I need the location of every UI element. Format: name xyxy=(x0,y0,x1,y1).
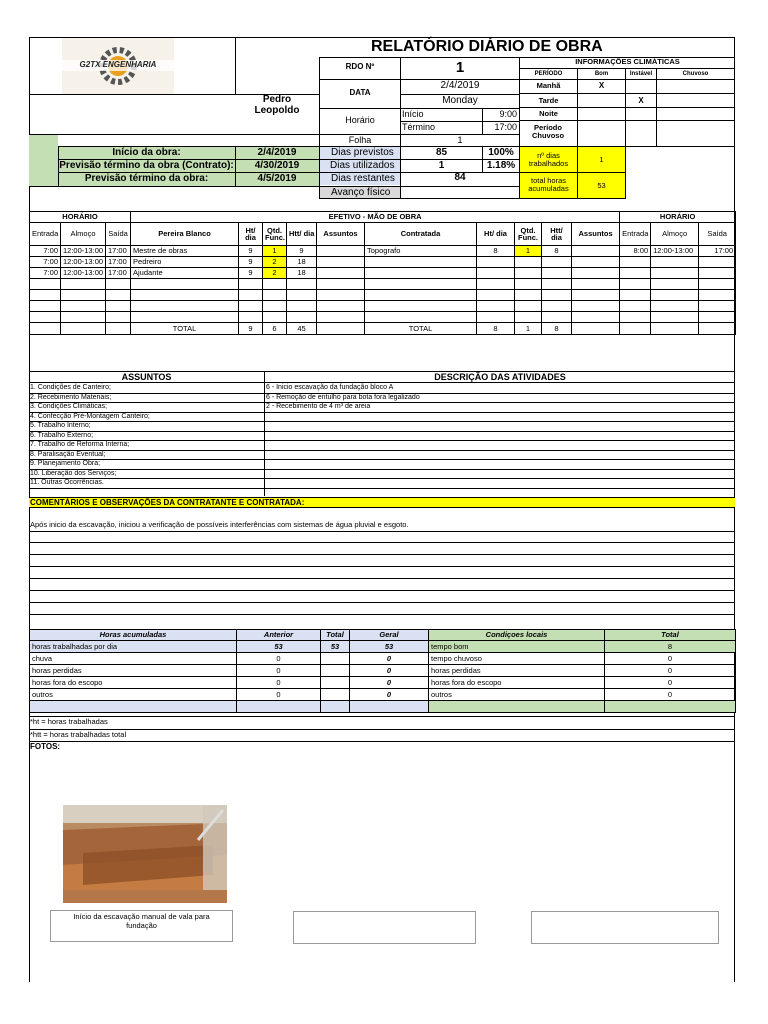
clima-col-bom: Bom xyxy=(594,71,609,77)
cell-contratada-funcao: Topografo xyxy=(365,246,477,257)
efetivo-title: EFETIVO - MÃO DE OBRA xyxy=(131,212,620,223)
horas-label: horas trabalhadas por dia xyxy=(30,641,237,653)
cell-entrada-right: 8:00 xyxy=(620,246,651,257)
clima-col-chuvoso: Chuvoso xyxy=(682,71,709,77)
horas-label: horas fora do escopo xyxy=(30,677,237,689)
col-saida-right: Saída xyxy=(699,223,736,246)
clima-col-instavel: Instável xyxy=(629,71,653,77)
col-entrada-right: Entrada xyxy=(620,223,651,246)
horas-anterior: 53 xyxy=(237,641,321,653)
assunto-item: 7. Trabalho de Reforma Interna; xyxy=(30,441,130,448)
col-saida: Saída xyxy=(106,223,131,246)
total-ht: 9 xyxy=(239,323,263,335)
cell-saida: 17:00 xyxy=(106,257,131,268)
col-assuntos-right: Assuntos xyxy=(572,223,620,246)
total-row xyxy=(30,323,736,335)
rdo-number: 1 xyxy=(455,59,465,76)
prazo-inicio-label: Início da obra: xyxy=(112,147,181,158)
col-htt: Htt/ dia xyxy=(287,223,317,246)
total-horas-value: 53 xyxy=(597,181,606,190)
total-qtd-right: 1 xyxy=(515,323,542,335)
cell-almoco: 12:00-13:00 xyxy=(61,257,106,268)
client-line2: Leopoldo xyxy=(254,105,300,116)
dias-previstos-value: 85 xyxy=(435,147,448,158)
clima-col-periodo: PERÍODO xyxy=(534,71,563,77)
prazo-contrato-value: 4/30/2019 xyxy=(254,160,300,171)
dias-utilizados-pct: 1.18% xyxy=(486,160,516,171)
cell-ht: 9 xyxy=(239,268,263,279)
horas-total xyxy=(321,689,350,701)
col-almoco-right: Almoço xyxy=(651,223,699,246)
table-row xyxy=(30,689,736,701)
comentarios-text: Após inicio da escavação, iniciou a verificação de possíveis interferências com sistemas de água pluvial e esgoto. xyxy=(30,520,409,529)
clima-periodo-2: Noite xyxy=(539,109,558,118)
company-name: G2TX ENGENHARIA xyxy=(79,60,157,69)
photo-caption-3 xyxy=(531,911,719,944)
cell-htt-right: 8 xyxy=(542,246,572,257)
atividade-item: 2 - Recebimento de 4 m³ de areia xyxy=(266,403,371,410)
ndias-label: nº dias trabalhados xyxy=(528,151,569,169)
clima-bom-0: X xyxy=(598,81,605,90)
dias-restantes-label: Dias restantes xyxy=(331,173,395,184)
condicoes-label: tempo bom xyxy=(429,641,605,653)
prazo-inicio-value: 2/4/2019 xyxy=(257,147,297,158)
total-label-right: TOTAL xyxy=(365,323,477,335)
assunto-item: 3. Condições Climáticas; xyxy=(30,403,108,410)
client-line1: Pedro xyxy=(262,94,292,105)
photo-caption-1: Início da escavação manual de vala para fundação xyxy=(50,910,233,942)
horas-geral: 0 xyxy=(350,677,429,689)
horas-label: outros xyxy=(30,689,237,701)
col-ht: Ht/ dia xyxy=(239,223,263,246)
atividade-item: 6 - Inicio escavação da fundação bloco A xyxy=(266,384,394,391)
clima-periodo-0: Manhã xyxy=(536,81,561,90)
clima-title: INFORMAÇÕES CLIMÁTICAS xyxy=(575,57,680,66)
cell-saida-right: 17:00 xyxy=(699,246,736,257)
horas-anterior: 0 xyxy=(237,689,321,701)
horario-label: Horário xyxy=(345,115,375,125)
col-qtd-right: Qtd. Func. xyxy=(515,223,542,246)
clima-instavel-1: X xyxy=(638,96,644,105)
clima-periodo-3: Período Chuvoso xyxy=(531,123,565,141)
folha-value: 1 xyxy=(457,135,463,145)
table-row xyxy=(30,665,736,677)
condicoes-title: Condiçoes locais xyxy=(429,630,605,641)
col-almoco: Almoço xyxy=(61,223,106,246)
company-logo xyxy=(62,38,174,94)
assunto-item: 11. Outras Ocorrências. xyxy=(30,479,104,486)
col-assuntos-left: Assuntos xyxy=(317,223,365,246)
assunto-item: 4. Confecção Pré-Montagem Canteiro; xyxy=(30,412,150,420)
assunto-item: 8. Paralisação Eventual; xyxy=(30,450,106,458)
cell-qtd: 1 xyxy=(263,246,287,257)
horas-title: Horas acumuladas xyxy=(30,630,237,641)
prazo-contrato-label: Previsão término da obra (Contrato): xyxy=(59,160,234,171)
condicoes-label: horas fora do escopo xyxy=(429,677,605,689)
efetivo-table xyxy=(29,211,736,335)
dias-restantes-value: 84 xyxy=(454,172,466,183)
cell-almoco: 12:00-13:00 xyxy=(61,268,106,279)
condicoes-total: 0 xyxy=(605,653,736,665)
col-contratada: Contratada xyxy=(365,223,477,246)
horas-label: horas perdidas xyxy=(30,665,237,677)
col-pereira: Pereira Blanco xyxy=(131,223,239,246)
horas-total xyxy=(321,665,350,677)
col-htt-right: Htt/ dia xyxy=(542,223,572,246)
horas-col-geral: Geral xyxy=(350,630,429,641)
note-ht: *ht = horas trabalhadas xyxy=(30,717,108,726)
assunto-item: 5. Trabalho Interno; xyxy=(30,422,91,429)
cell-htt: 9 xyxy=(287,246,317,257)
condicoes-label: tempo chuvoso xyxy=(429,653,605,665)
atividades-title: DESCRIÇÃO DAS ATIVIDADES xyxy=(434,372,566,382)
fotos-title: FOTOS: xyxy=(30,742,61,751)
col-qtd: Qtd. Func. xyxy=(263,223,287,246)
cell-entrada: 7:00 xyxy=(30,257,61,268)
horario-left-header: HORÁRIO xyxy=(30,212,131,223)
horas-total: 53 xyxy=(321,641,350,653)
horas-col-anterior: Anterior xyxy=(237,630,321,641)
inicio-value: 9:00 xyxy=(499,109,517,119)
total-qtd: 6 xyxy=(263,323,287,335)
table-row xyxy=(30,246,736,257)
cell-entrada: 7:00 xyxy=(30,268,61,279)
horario-right-header: HORÁRIO xyxy=(620,212,736,223)
total-label-left: TOTAL xyxy=(131,323,239,335)
horas-total xyxy=(321,677,350,689)
cell-saida: 17:00 xyxy=(106,268,131,279)
cell-qtd: 2 xyxy=(263,257,287,268)
dias-previstos-label: Dias previstos xyxy=(331,147,394,158)
cell-saida: 17:00 xyxy=(106,246,131,257)
assunto-item: 1. Condições de Canteiro; xyxy=(30,384,111,391)
col-entrada: Entrada xyxy=(30,223,61,246)
dias-previstos-pct: 100% xyxy=(488,147,514,158)
prazo-prev-label: Previsão término da obra: xyxy=(84,173,209,184)
table-row xyxy=(30,641,736,653)
date-value: 2/4/2019 xyxy=(440,80,480,91)
table-row xyxy=(30,257,736,268)
table-row xyxy=(30,653,736,665)
prazo-prev-value: 4/5/2019 xyxy=(257,173,297,184)
horas-geral: 0 xyxy=(350,665,429,677)
cell-qtd: 2 xyxy=(263,268,287,279)
weekday-value: Monday xyxy=(442,95,478,106)
page-title: RELATÓRIO DIÁRIO DE OBRA xyxy=(371,38,603,55)
termino-label: Término xyxy=(402,122,436,132)
horas-total xyxy=(321,653,350,665)
cell-funcao: Pedreiro xyxy=(131,257,239,268)
dias-utilizados-value: 1 xyxy=(438,160,445,171)
assunto-item: 2. Recebimento Materiais; xyxy=(30,393,112,401)
assunto-item: 6. Trabalho Externo; xyxy=(30,431,94,439)
inicio-label: Início xyxy=(402,109,424,119)
cell-almoco: 12:00-13:00 xyxy=(61,246,106,257)
cell-ht: 9 xyxy=(239,246,263,257)
assunto-item: 9. Planejamento Obra; xyxy=(30,460,101,467)
folha-label: Folha xyxy=(348,135,372,145)
cell-htt: 18 xyxy=(287,268,317,279)
condicoes-total: 0 xyxy=(605,689,736,701)
table-row xyxy=(30,677,736,689)
atividade-item: 6 - Remoção de entulho para bota fora legalizado xyxy=(266,393,420,401)
cell-funcao: Ajudante xyxy=(131,268,239,279)
horas-label: chuva xyxy=(30,653,237,665)
cell-ht-right: 8 xyxy=(477,246,515,257)
termino-value: 17:00 xyxy=(494,122,517,132)
horas-geral: 0 xyxy=(350,689,429,701)
ndias-value: 1 xyxy=(599,155,604,164)
total-horas-label: total horas acumuladas xyxy=(528,176,569,194)
cell-ht: 9 xyxy=(239,257,263,268)
cell-entrada: 7:00 xyxy=(30,246,61,257)
condicoes-label: outros xyxy=(429,689,605,701)
site-photo xyxy=(63,805,227,903)
rdo-label: RDO Nº xyxy=(345,62,375,71)
table-row xyxy=(30,268,736,279)
note-htt: *htt = horas trabalhadas total xyxy=(30,730,127,739)
condicoes-label: horas perdidas xyxy=(429,665,605,677)
clima-periodo-1: Tarde xyxy=(538,96,559,105)
horas-anterior: 0 xyxy=(237,677,321,689)
total-htt-right: 8 xyxy=(542,323,572,335)
cell-qtd-right: 1 xyxy=(515,246,542,257)
assunto-item: 10. Liberação dos Serviços; xyxy=(30,469,117,477)
cell-almoco-right: 12:00-13:00 xyxy=(651,246,699,257)
photo-caption-2 xyxy=(293,911,476,944)
horas-anterior: 0 xyxy=(237,665,321,677)
condicoes-total: 0 xyxy=(605,665,736,677)
total-htt: 45 xyxy=(287,323,317,335)
horas-geral: 0 xyxy=(350,653,429,665)
assuntos-title: ASSUNTOS xyxy=(121,372,172,382)
cell-funcao: Mestre de obras xyxy=(131,246,239,257)
horas-geral: 53 xyxy=(350,641,429,653)
col-ht-right: Ht/ dia xyxy=(477,223,515,246)
comentarios-title: COMENTÁRIOS E OBSERVAÇÕES DA CONTRATANTE E CONTRATADA: xyxy=(30,498,305,507)
condicoes-total: 8 xyxy=(605,641,736,653)
avanco-label: Avanço físico xyxy=(331,187,391,198)
horas-col-total: Total xyxy=(321,630,350,641)
dias-utilizados-label: Dias utilizados xyxy=(330,160,395,171)
data-label: DATA xyxy=(349,88,371,97)
cell-htt: 18 xyxy=(287,257,317,268)
condicoes-col-total: Total xyxy=(605,630,736,641)
horas-table xyxy=(29,629,736,713)
horas-anterior: 0 xyxy=(237,653,321,665)
total-ht-right: 8 xyxy=(477,323,515,335)
condicoes-total: 0 xyxy=(605,677,736,689)
